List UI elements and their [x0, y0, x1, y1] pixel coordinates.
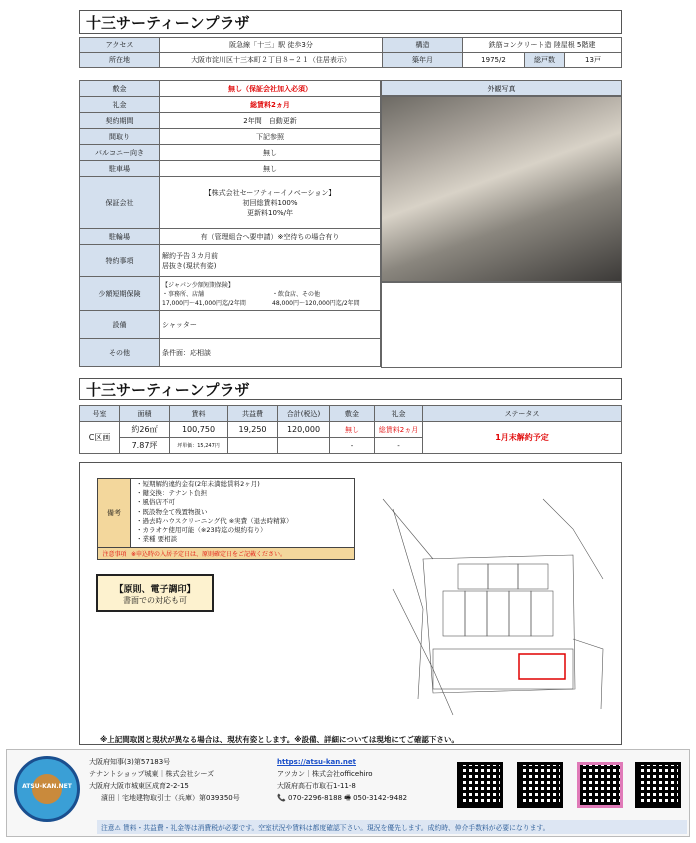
- detail-label: バルコニー向き: [80, 145, 160, 161]
- plan-wall: [393, 589, 603, 715]
- note-item: ・カラオケ使用可能（※23時迄の規約有り）: [136, 526, 267, 535]
- dash-cell: -: [330, 438, 375, 454]
- key-money-cell: 総賃料2ヵ月: [375, 422, 423, 438]
- plan-wall: [393, 509, 423, 699]
- address-label: 所在地: [80, 53, 160, 68]
- empty-cell: [228, 438, 278, 454]
- detail-label: 駐車場: [80, 161, 160, 177]
- highlighted-unit: [519, 654, 565, 679]
- detail-value: 無し: [160, 145, 381, 161]
- col-header: 共益費: [228, 406, 278, 422]
- plan-room: [531, 591, 553, 636]
- tel: 070-2296-8188: [287, 794, 342, 802]
- qr-code-2[interactable]: [517, 762, 563, 808]
- rent-cell: 100,750: [170, 422, 228, 438]
- col-header: 賃料: [170, 406, 228, 422]
- area-sqm-cell: 約26㎡: [120, 422, 170, 438]
- caution-label: 注意事項: [102, 551, 127, 558]
- address-value: 大阪市淀川区十三本町２丁目８−２１（住居表示）: [160, 53, 383, 68]
- dash-cell: -: [375, 438, 423, 454]
- detail-label: 特約事項: [80, 245, 160, 277]
- shop-address: 大阪府大阪市城東区成育2-2-15: [89, 782, 189, 790]
- company-address: 大阪府高石市取石1-11-8: [277, 782, 356, 790]
- empty-cell: [278, 438, 330, 454]
- property-title: [79, 10, 622, 34]
- footer-notice: 注意⚠ 賃料・共益費・礼金等は消費税が必要です。空室状況や賃料は都度確認下さい。現況を優先します。成約時、仲介手数料が必要になります。: [97, 820, 687, 834]
- room-cell: C区画: [80, 422, 120, 454]
- structure-label: 構造: [383, 38, 463, 53]
- footer-left: [89, 756, 240, 804]
- floor-plan: [373, 489, 609, 717]
- col-header: 面積: [120, 406, 170, 422]
- units-title: [79, 378, 622, 400]
- detail-value: 下記参照: [160, 129, 381, 145]
- plan-room: [518, 564, 548, 589]
- units-table: [79, 405, 622, 454]
- detail-label: 契約期間: [80, 113, 160, 129]
- plan-room: [458, 564, 488, 589]
- details-table: [79, 80, 381, 367]
- exterior-photo: [381, 96, 622, 282]
- detail-value: 条件面：応相談: [160, 339, 381, 367]
- plan-room: [488, 564, 518, 589]
- detail-value: 2年間 自動更新: [160, 113, 381, 129]
- shop-name: テナントショップ城東｜株式会社シーズ: [89, 770, 215, 778]
- detail-value: 解約予告３カ月前 居抜き(現状有姿): [160, 245, 381, 277]
- note-item: ・鍵交換：テナント負担: [136, 489, 208, 498]
- access-label: アクセス: [80, 38, 160, 53]
- detail-value: 無し（保証会社加入必須）: [160, 81, 381, 97]
- qr-code-3[interactable]: [577, 762, 623, 808]
- detail-value: 有（管理組合へ要申請）※空待ちの場合有り: [160, 229, 381, 245]
- plan-outline: [423, 555, 575, 693]
- company-name: アツカン｜株式会社officehiro: [277, 770, 373, 778]
- detail-label: 保証会社: [80, 177, 160, 229]
- detail-label: 設備: [80, 311, 160, 339]
- website-link[interactable]: https://atsu-kan.net: [277, 758, 356, 766]
- col-header: 礼金: [375, 406, 423, 422]
- detail-label: 間取り: [80, 129, 160, 145]
- units-value: 13戸: [565, 53, 622, 68]
- fax-icon: 🖷: [342, 794, 354, 802]
- detail-value: 【ジャパン少額短期保険】 ・事務所、店舗 17,000円〜41,000円迄/2年間 ・飲食店、その他 48,000円〜120,000円迄/2年間: [160, 277, 381, 311]
- structure-value: 鉄筋コンクリート造 陸屋根 5階建: [463, 38, 622, 53]
- note-item: ・短期解約違約金有(2年未満総賃料2ヶ月): [136, 480, 260, 488]
- detail-value: シャッター: [160, 311, 381, 339]
- signing-line1: 【原則、電子調印】: [114, 585, 196, 595]
- detail-value: 総賃料2ヵ月: [160, 97, 381, 113]
- caution-text: ※申込時の入居予定日は、原則確定日をご記載ください。: [131, 551, 287, 558]
- detail-label: その他: [80, 339, 160, 367]
- qr-code-4[interactable]: [635, 762, 681, 808]
- plan-room: [509, 591, 531, 636]
- phone-icon: 📞: [277, 794, 288, 802]
- fax: 050-3142-9482: [353, 794, 408, 802]
- notes-box: [97, 478, 355, 560]
- info-table: [79, 37, 622, 68]
- notes-label: 備考: [98, 479, 131, 547]
- disclaimer: ※上記間取図と現状が異なる場合は、現状有姿とします。※設備、詳細については現地にてご確認下さい。: [100, 735, 459, 744]
- access-value: 阪急線「十三」駅 徒歩3分: [160, 38, 383, 53]
- agent-info: 濱田｜宅地建物取引士（兵庫）第039350号: [101, 794, 240, 802]
- plan-room: [433, 649, 573, 689]
- photo-blank-area: [381, 282, 622, 368]
- note-item: ・風俗店不可: [136, 498, 175, 507]
- footer-right: [277, 756, 407, 804]
- detail-label: 駐輪場: [80, 229, 160, 245]
- company-logo: [14, 756, 80, 822]
- qr-code-1[interactable]: [457, 762, 503, 808]
- total-cell: 120,000: [278, 422, 330, 438]
- col-header: 号室: [80, 406, 120, 422]
- note-item: ・過去時ハウスクリーニング代 ※実費（退去時精算）: [136, 516, 293, 525]
- area-tsubo-cell: 7.87坪: [120, 438, 170, 454]
- contact-line: [277, 792, 407, 804]
- caution-row: [98, 547, 354, 559]
- property-title-text: 十三サーティーンプラザ: [86, 13, 250, 32]
- detail-value: 【株式会社セーフティーイノベーション】 初回総賃料100% 更新料10%/年: [160, 177, 381, 229]
- detail-label: 礼金: [80, 97, 160, 113]
- common-fee-cell: 19,250: [228, 422, 278, 438]
- plan-room: [465, 591, 487, 636]
- photo-header: 外観写真: [381, 80, 622, 96]
- units-label: 総戸数: [525, 53, 565, 68]
- status-cell: 1月末解約予定: [423, 422, 622, 454]
- detail-value: 無し: [160, 161, 381, 177]
- license: 大阪府知事(3)第57183号: [89, 758, 171, 766]
- footer: [6, 749, 690, 837]
- plan-room: [487, 591, 509, 636]
- notes-list: [136, 480, 293, 544]
- col-header: 敷金: [330, 406, 375, 422]
- built-value: 1975/2: [463, 53, 525, 68]
- logo-text: ATSU-KAN.NET: [22, 783, 72, 790]
- built-label: 築年月: [383, 53, 463, 68]
- col-header: ステータス: [423, 406, 622, 422]
- note-item: ・既設物全て残置物扱い: [136, 507, 208, 516]
- col-header: 合計(税込): [278, 406, 330, 422]
- plan-room: [443, 591, 465, 636]
- plan-wall: [383, 499, 433, 559]
- detail-label: 敷金: [80, 81, 160, 97]
- tsubo-price-cell: 坪単価：15,247円: [170, 438, 228, 454]
- signing-box: [96, 574, 214, 612]
- units-title-text: 十三サーティーンプラザ: [86, 380, 250, 399]
- signing-line2: 書面での対応も可: [123, 596, 187, 605]
- deposit-cell: 無し: [330, 422, 375, 438]
- detail-label: 少額短期保険: [80, 277, 160, 311]
- note-item: ・業種 要相談: [136, 535, 178, 544]
